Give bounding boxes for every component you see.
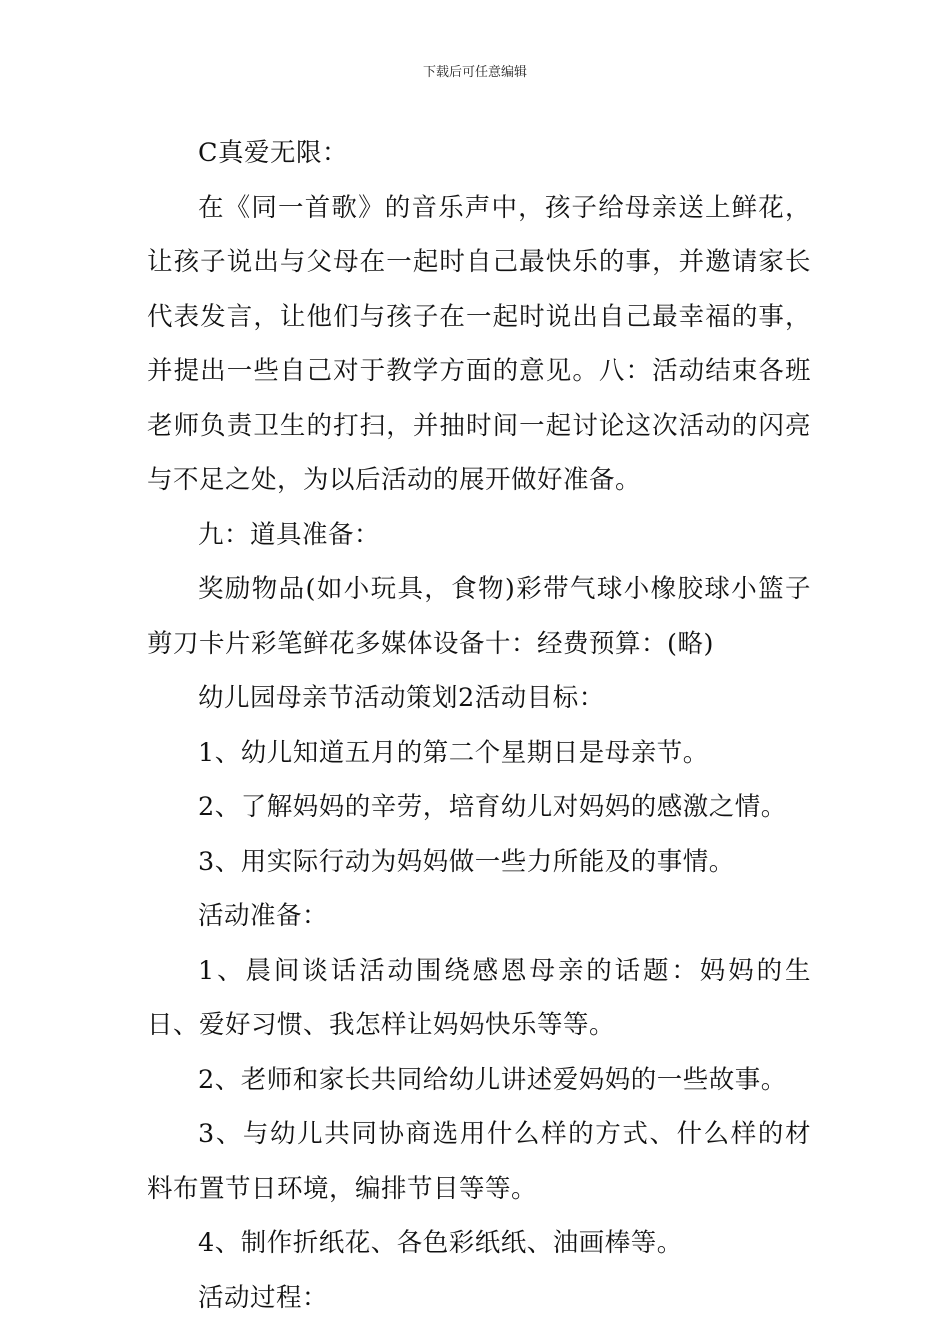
paragraph-props-list: 奖励物品(如小玩具，食物)彩带气球小橡胶球小篮子剪刀卡片彩笔鲜花多媒体设备十：经费预算：(略) bbox=[147, 574, 811, 659]
document-body bbox=[147, 126, 811, 1325]
paragraph-goal-3: 3、用实际行动为妈妈做一些力所能及的事情。 bbox=[198, 846, 735, 877]
paragraph-preparation-heading: 活动准备： bbox=[198, 901, 329, 931]
paragraph-process-heading: 活动过程： bbox=[198, 1282, 329, 1313]
page-header: 下载后可任意编辑 bbox=[422, 65, 527, 80]
paragraph-prep-3: 3、与幼儿共同协商选用什么样的方式、什么样的材料布置节日环境，编排节目等等。 bbox=[147, 1119, 811, 1204]
paragraph-props-title: 九：道具准备： bbox=[198, 519, 381, 550]
paragraph-prep-2: 2、老师和家长共同给幼儿讲述爱妈妈的一些故事。 bbox=[198, 1064, 787, 1095]
paragraph-prep-1: 1、晨间谈话活动围绕感恩母亲的话题：妈妈的生日、爱好习惯、我怎样让妈妈快乐等等。 bbox=[147, 955, 811, 1040]
paragraph-section-c-title: C真爱无限： bbox=[198, 138, 349, 168]
paragraph-plan2-heading: 幼儿园母亲节活动策划2活动目标： bbox=[198, 683, 605, 713]
paragraph-section-c-body: 在《同一首歌》的音乐声中，孩子给母亲送上鲜花，让孩子说出与父母在一起时自己最快乐的事，并邀请家长代表发言，让他们与孩子在一起时说出自己最幸福的事，并提出一些自己对于教学方面的意见。八：活动结束各班老师负责卫生的打扫，并抽时间一起讨论这次活动的闪亮与不足之处，为以后活动的展开做好准备。 bbox=[147, 192, 811, 495]
paragraph-goal-2: 2、了解妈妈的辛劳，培育幼儿对妈妈的感激之情。 bbox=[198, 792, 787, 822]
paragraph-goal-1: 1、幼儿知道五月的第二个星期日是母亲节。 bbox=[198, 737, 709, 768]
paragraph-prep-4: 4、制作折纸花、各色彩纸纸、油画棒等。 bbox=[198, 1228, 683, 1258]
